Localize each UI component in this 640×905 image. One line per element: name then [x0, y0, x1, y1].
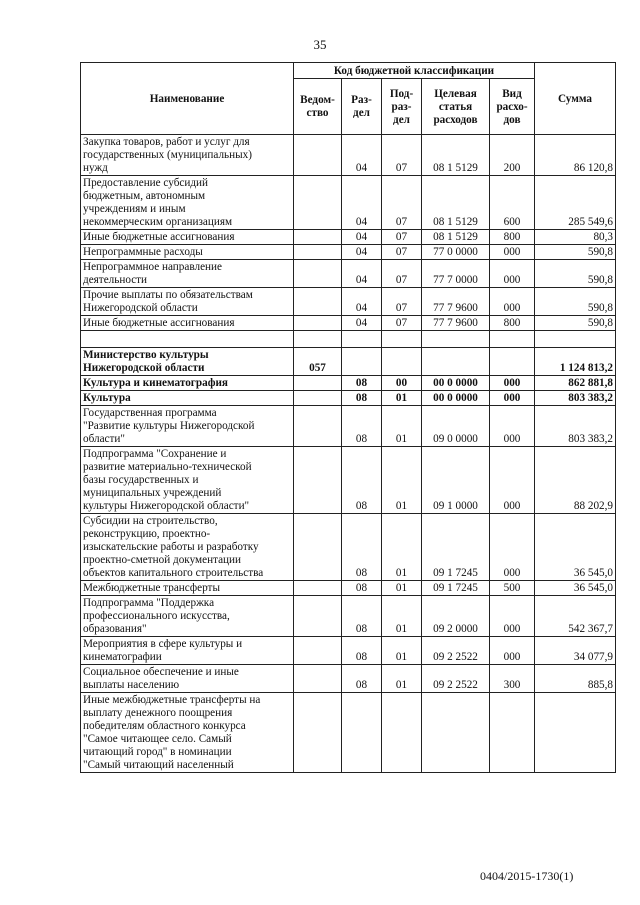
header-razdel: Раз- дел: [342, 79, 382, 135]
cell-name: [81, 447, 294, 514]
table-row: [81, 376, 616, 391]
cell-razdel: 08: [342, 376, 382, 391]
cell-name-line: базы государственных и: [83, 474, 199, 486]
document-code: 0404/2015-1730(1): [480, 869, 574, 883]
cell-name-line: выплату денежного поощрения: [83, 707, 233, 719]
cell-vedomstvo: [294, 176, 342, 230]
empty-cell: [382, 331, 422, 348]
cell-name-line: муниципальных учреждений: [83, 487, 222, 499]
header-expense-type: Вид расхо- дов: [490, 79, 535, 135]
cell-name-line: культуры Нижегородской области": [83, 500, 250, 512]
cell-razdel: 08: [342, 447, 382, 514]
cell-razdel: 04: [342, 230, 382, 245]
cell-razdel: 04: [342, 288, 382, 316]
cell-name-line: выплаты населению: [83, 679, 180, 691]
cell-target-article: 77 7 0000: [422, 260, 490, 288]
cell-name-line: Нижегородской области: [83, 362, 205, 374]
cell-expense-type: 000: [490, 260, 535, 288]
cell-name-line: Непрограммное направление: [83, 261, 222, 273]
cell-name: [81, 288, 294, 316]
cell-name-line: реконструкцию, проектно-: [83, 528, 211, 540]
cell-name-line: Прочие выплаты по обязательствам: [83, 289, 253, 301]
cell-name-line: Закупка товаров, работ и услуг для: [83, 136, 250, 148]
cell-sum: 885,8: [535, 665, 616, 693]
cell-vedomstvo: [294, 596, 342, 637]
cell-podrazdel: 07: [382, 135, 422, 176]
cell-name: [81, 391, 294, 406]
table-body: [81, 135, 616, 773]
cell-expense-type: 000: [490, 376, 535, 391]
cell-vedomstvo: [294, 288, 342, 316]
cell-target-article: 77 7 9600: [422, 288, 490, 316]
cell-name-line: "Самое читающее село. Самый: [83, 733, 232, 745]
cell-podrazdel: 01: [382, 596, 422, 637]
cell-target-article: 77 0 0000: [422, 245, 490, 260]
cell-podrazdel: 07: [382, 260, 422, 288]
cell-podrazdel: 01: [382, 581, 422, 596]
empty-cell: [490, 331, 535, 348]
cell-name: [81, 665, 294, 693]
cell-expense-type: 200: [490, 135, 535, 176]
cell-name-line: Непрограммные расходы: [83, 246, 203, 258]
cell-name: [81, 406, 294, 447]
cell-sum: 88 202,9: [535, 447, 616, 514]
cell-name-line: области": [83, 433, 125, 445]
table-row: [81, 447, 616, 514]
cell-razdel: [342, 693, 382, 773]
cell-name-line: Межбюджетные трансферты: [83, 582, 220, 594]
cell-podrazdel: [382, 693, 422, 773]
empty-cell: [342, 331, 382, 348]
cell-vedomstvo: [294, 230, 342, 245]
cell-target-article: 09 1 7245: [422, 581, 490, 596]
cell-razdel: 08: [342, 637, 382, 665]
cell-sum: 590,8: [535, 245, 616, 260]
header-sum: Сумма: [535, 63, 616, 135]
cell-expense-type: [490, 348, 535, 376]
cell-name-line: "Развитие культуры Нижегородской: [83, 420, 255, 432]
cell-podrazdel: [382, 348, 422, 376]
cell-razdel: 04: [342, 176, 382, 230]
table-row: [81, 245, 616, 260]
cell-expense-type: [490, 693, 535, 773]
cell-name-line: Субсидии на строительство,: [83, 515, 218, 527]
cell-expense-type: 500: [490, 581, 535, 596]
cell-vedomstvo: [294, 316, 342, 331]
cell-vedomstvo: [294, 637, 342, 665]
cell-name-line: читающий город" в номинации: [83, 746, 232, 758]
cell-vedomstvo: [294, 514, 342, 581]
cell-vedomstvo: [294, 135, 342, 176]
cell-razdel: 08: [342, 391, 382, 406]
cell-expense-type: 000: [490, 514, 535, 581]
empty-cell: [81, 331, 294, 348]
cell-expense-type: 800: [490, 230, 535, 245]
cell-name: [81, 245, 294, 260]
cell-name-line: развитие материально-технической: [83, 461, 252, 473]
cell-razdel: [342, 348, 382, 376]
cell-razdel: 04: [342, 135, 382, 176]
cell-vedomstvo: [294, 245, 342, 260]
cell-vedomstvo: [294, 581, 342, 596]
cell-target-article: 00 0 0000: [422, 376, 490, 391]
header-podrazdel: Под- раз- дел: [382, 79, 422, 135]
table-row: [81, 260, 616, 288]
cell-name-line: образования": [83, 623, 147, 635]
table-row: [81, 693, 616, 773]
cell-razdel: 04: [342, 260, 382, 288]
table-row: [81, 596, 616, 637]
cell-target-article: 09 1 0000: [422, 447, 490, 514]
cell-name-line: некоммерческим организациям: [83, 216, 233, 228]
cell-expense-type: 000: [490, 596, 535, 637]
cell-vedomstvo: [294, 406, 342, 447]
header-name: Наименование: [81, 63, 294, 135]
cell-sum: [535, 693, 616, 773]
cell-razdel: 08: [342, 581, 382, 596]
cell-expense-type: 000: [490, 288, 535, 316]
cell-sum: 285 549,6: [535, 176, 616, 230]
cell-vedomstvo: [294, 693, 342, 773]
cell-target-article: 09 1 7245: [422, 514, 490, 581]
cell-name-line: деятельности: [83, 274, 148, 286]
cell-name: [81, 316, 294, 331]
cell-name: [81, 176, 294, 230]
table-row: [81, 316, 616, 331]
cell-name-line: учреждениям и иным: [83, 203, 186, 215]
table-row: [81, 581, 616, 596]
cell-expense-type: 000: [490, 245, 535, 260]
cell-target-article: 09 0 0000: [422, 406, 490, 447]
cell-name-line: Культура: [83, 392, 131, 404]
cell-name: [81, 230, 294, 245]
cell-target-article: 08 1 5129: [422, 230, 490, 245]
cell-podrazdel: 07: [382, 288, 422, 316]
empty-cell: [294, 331, 342, 348]
cell-name-line: Иные межбюджетные трансферты на: [83, 694, 261, 706]
cell-podrazdel: 07: [382, 245, 422, 260]
cell-expense-type: 000: [490, 447, 535, 514]
cell-name-line: государственных (муниципальных): [83, 149, 252, 161]
cell-name-line: объектов капитального строительства: [83, 567, 264, 579]
cell-name-line: Подпрограмма "Сохранение и: [83, 448, 227, 460]
header-target-article: Целевая статья расходов: [422, 79, 490, 135]
cell-name-line: Государственная программа: [83, 407, 217, 419]
cell-name: [81, 348, 294, 376]
cell-name-line: победителям областного конкурса: [83, 720, 246, 732]
cell-podrazdel: 07: [382, 176, 422, 230]
cell-target-article: 08 1 5129: [422, 176, 490, 230]
cell-podrazdel: 01: [382, 406, 422, 447]
cell-name-line: Подпрограмма "Поддержка: [83, 597, 215, 609]
table-row: [81, 514, 616, 581]
cell-name: [81, 637, 294, 665]
table-row: [81, 637, 616, 665]
cell-sum: 590,8: [535, 316, 616, 331]
cell-expense-type: 000: [490, 637, 535, 665]
cell-target-article: 09 2 2522: [422, 665, 490, 693]
cell-sum: 590,8: [535, 260, 616, 288]
cell-sum: 34 077,9: [535, 637, 616, 665]
cell-name-line: Предоставление субсидий: [83, 177, 209, 189]
cell-name-line: кинематографии: [83, 651, 162, 663]
cell-expense-type: 300: [490, 665, 535, 693]
cell-expense-type: 000: [490, 391, 535, 406]
cell-podrazdel: 07: [382, 230, 422, 245]
cell-razdel: 08: [342, 665, 382, 693]
cell-vedomstvo: [294, 376, 342, 391]
cell-sum: 36 545,0: [535, 514, 616, 581]
cell-name: [81, 514, 294, 581]
cell-name: [81, 376, 294, 391]
cell-name: [81, 260, 294, 288]
table-row: [81, 288, 616, 316]
table-row: [81, 406, 616, 447]
cell-sum: 803 383,2: [535, 406, 616, 447]
cell-name-line: Иные бюджетные ассигнования: [83, 231, 235, 243]
cell-target-article: 09 2 0000: [422, 596, 490, 637]
cell-vedomstvo: [294, 447, 342, 514]
header-classification-group: Код бюджетной классификации: [294, 63, 535, 79]
cell-sum: 80,3: [535, 230, 616, 245]
cell-name-line: Нижегородской области: [83, 302, 198, 314]
page-number: 35: [313, 37, 327, 52]
table-row: [81, 135, 616, 176]
cell-name-line: Культура и кинематография: [83, 377, 228, 389]
cell-name: [81, 581, 294, 596]
empty-cell: [535, 331, 616, 348]
cell-podrazdel: 07: [382, 316, 422, 331]
cell-razdel: 08: [342, 514, 382, 581]
cell-sum: 590,8: [535, 288, 616, 316]
table-row: [81, 348, 616, 376]
table-row: [81, 176, 616, 230]
cell-sum: 862 881,8: [535, 376, 616, 391]
cell-name-line: нужд: [83, 162, 108, 174]
cell-podrazdel: 01: [382, 514, 422, 581]
cell-podrazdel: 00: [382, 376, 422, 391]
cell-sum: 542 367,7: [535, 596, 616, 637]
cell-podrazdel: 01: [382, 391, 422, 406]
cell-razdel: 04: [342, 316, 382, 331]
cell-vedomstvo: [294, 260, 342, 288]
cell-name: [81, 135, 294, 176]
cell-target-article: 09 2 2522: [422, 637, 490, 665]
cell-expense-type: 600: [490, 176, 535, 230]
cell-podrazdel: 01: [382, 447, 422, 514]
cell-name: [81, 693, 294, 773]
cell-name: [81, 596, 294, 637]
cell-target-article: [422, 348, 490, 376]
cell-name-line: профессионального искусства,: [83, 610, 230, 622]
cell-razdel: 08: [342, 406, 382, 447]
cell-vedomstvo: [294, 665, 342, 693]
empty-cell: [422, 331, 490, 348]
cell-name-line: Министерство культуры: [83, 349, 209, 361]
cell-name-line: Социальное обеспечение и иные: [83, 666, 239, 678]
header-vedomstvo: Ведом- ство: [294, 79, 342, 135]
cell-name-line: "Самый читающий населенный: [83, 759, 234, 771]
cell-name-line: изыскательские работы и разработку: [83, 541, 259, 553]
budget-table: [80, 62, 616, 773]
cell-podrazdel: 01: [382, 665, 422, 693]
cell-sum: 1 124 813,2: [535, 348, 616, 376]
cell-name-line: Иные бюджетные ассигнования: [83, 317, 235, 329]
cell-name-line: проектно-сметной документации: [83, 554, 242, 566]
table-row: [81, 665, 616, 693]
cell-expense-type: 800: [490, 316, 535, 331]
cell-vedomstvo: 057: [294, 348, 342, 376]
cell-podrazdel: 01: [382, 637, 422, 665]
cell-vedomstvo: [294, 391, 342, 406]
cell-razdel: 08: [342, 596, 382, 637]
cell-target-article: 77 7 9600: [422, 316, 490, 331]
spacer-row: [81, 331, 616, 348]
cell-sum: 36 545,0: [535, 581, 616, 596]
cell-target-article: 00 0 0000: [422, 391, 490, 406]
cell-expense-type: 000: [490, 406, 535, 447]
cell-name-line: Мероприятия в сфере культуры и: [83, 638, 243, 650]
table-row: [81, 391, 616, 406]
table-row: [81, 230, 616, 245]
cell-razdel: 04: [342, 245, 382, 260]
cell-target-article: [422, 693, 490, 773]
cell-target-article: 08 1 5129: [422, 135, 490, 176]
cell-sum: 86 120,8: [535, 135, 616, 176]
cell-name-line: бюджетным, автономным: [83, 190, 206, 202]
cell-sum: 803 383,2: [535, 391, 616, 406]
